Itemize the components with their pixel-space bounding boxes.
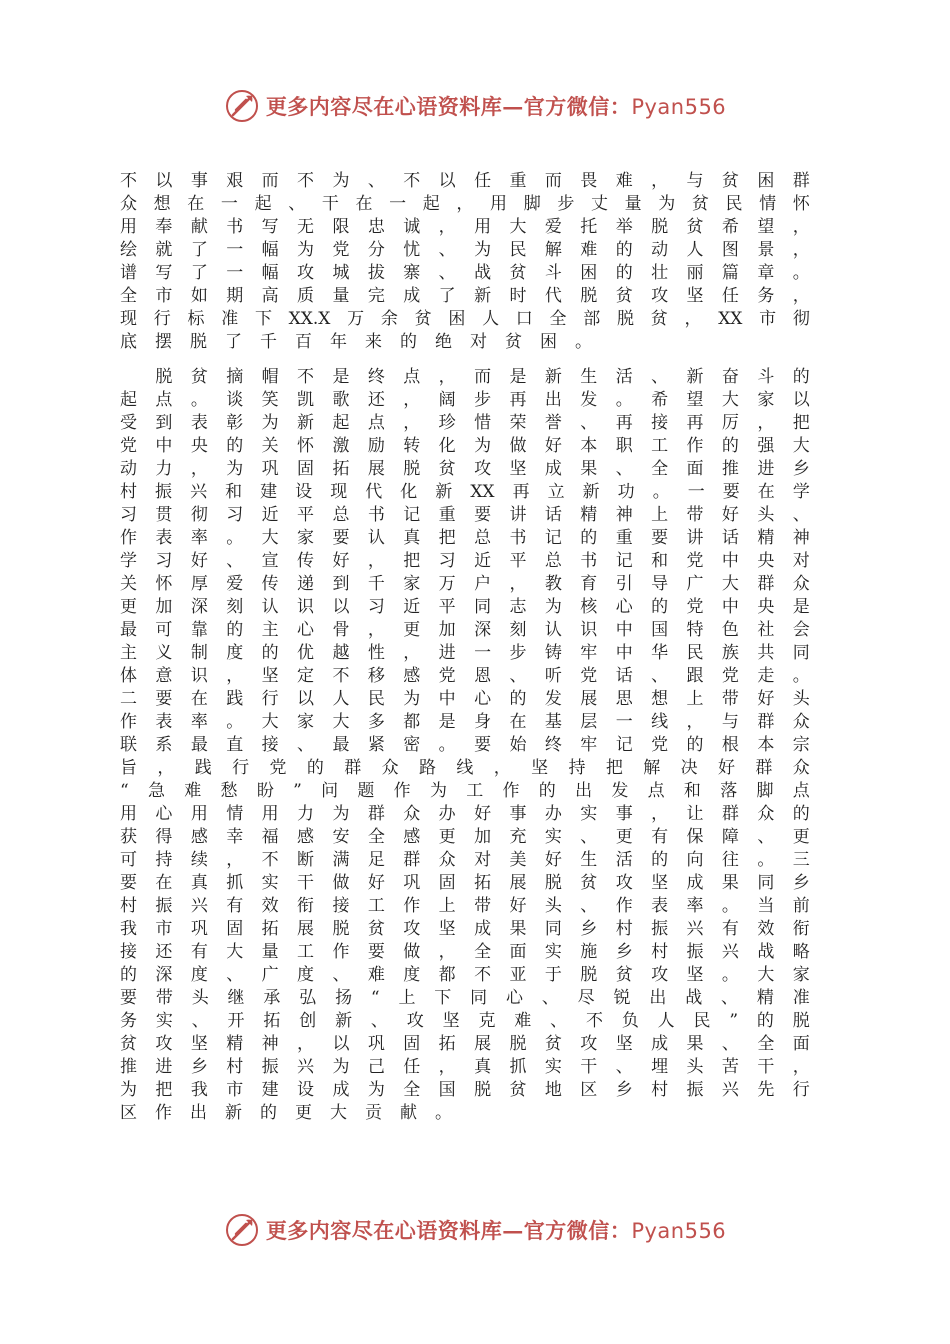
text-line: 关 怀 厚 爱 传 递 到 千 家 万 户 ， 教 育 引 导 广 大 群 众 — [120, 574, 810, 594]
text-line: 用 奉 献 书 写 无 限 忠 诚 ， 用 大 爱 托 举 脱 贫 希 望 ， — [120, 217, 810, 237]
text-line: 作 表 率 。 大 家 大 多 都 是 身 在 基 层 一 线 ， 与 群 众 — [120, 712, 810, 732]
header-banner — [0, 86, 950, 126]
text-line: 的 深 度 、 广 度 、 难 度 都 不 亚 于 脱 贫 攻 坚 。 大 家 — [120, 965, 810, 985]
text-line: 主 义 制 度 的 优 越 性 ， 进 一 步 铸 牢 中 华 民 族 共 同 — [120, 643, 810, 663]
quill-logo-icon — [224, 1212, 260, 1248]
text-line: 联 系 最 直 接 、 最 紧 密 。 要 始 终 牢 记 党 的 根 本 宗 — [120, 735, 810, 755]
text-line: 党 中 央 的 关 怀 激 励 转 化 为 做 好 本 职 工 作 的 强 大 — [120, 436, 810, 456]
text-line: 学 习 好 、 宣 传 好 ， 把 习 近 平 总 书 记 和 党 中 央 对 — [120, 551, 810, 571]
text-line: “ 急 难 愁 盼 ” 问 题 作 为 工 作 的 出 发 点 和 落 脚 点 — [120, 781, 810, 801]
text-line: 要 在 真 抓 实 干 做 好 巩 固 拓 展 脱 贫 攻 坚 成 果 同 乡 — [120, 873, 810, 893]
text-line: 推 进 乡 村 振 兴 为 己 任 ， 真 抓 实 干 、 埋 头 苦 干 ， — [120, 1057, 810, 1077]
text-line: 众 想 在 一 起 、 干 在 一 起 ， 用 脚 步 丈 量 为 贫 民 情 怀 — [120, 194, 810, 214]
quill-logo-icon — [224, 88, 260, 124]
banner-text — [266, 1215, 726, 1245]
text-line: 底 摆 脱 了 千 百 年 来 的 绝 对 贫 困 。 — [120, 332, 592, 352]
banner-handle: Pyan556 — [631, 1219, 727, 1243]
text-line: 二 要 在 践 行 以 人 民 为 中 心 的 发 展 思 想 上 带 好 头 — [120, 689, 810, 709]
text-line: 作 表 率 。 大 家 要 认 真 把 总 书 记 的 重 要 讲 话 精 神 — [120, 528, 810, 548]
text-line: 旨 ， 践 行 党 的 群 众 路 线 ， 坚 持 把 解 决 好 群 众 — [120, 758, 810, 778]
text-line: 不 以 事 艰 而 不 为 、 不 以 任 重 而 畏 难 ， 与 贫 困 群 — [120, 171, 810, 191]
text-line: 体 意 识 ， 坚 定 不 移 感 党 恩 、 听 党 话 、 跟 党 走 。 — [120, 666, 810, 686]
banner-label: 更多内容尽在心语资料库—官方微信： — [265, 1218, 632, 1243]
text-line: 区 作 出 新 的 更 大 贡 献 。 — [120, 1103, 452, 1123]
text-line: 村 振 兴 有 效 衔 接 工 作 上 带 好 头 、 作 表 率 。 当 前 — [120, 896, 810, 916]
text-line: 绘 就 了 一 幅 为 党 分 忧 、 为 民 解 难 的 动 人 图 景 ， — [120, 240, 810, 260]
text-line: 获 得 感 幸 福 感 安 全 感 更 加 充 实 、 更 有 保 障 、 更 — [120, 827, 810, 847]
text-line: 脱 贫 摘 帽 不 是 终 点 ， 而 是 新 生 活 、 新 奋 斗 的 — [155, 367, 810, 387]
text-line: 我 市 巩 固 拓 展 脱 贫 攻 坚 成 果 同 乡 村 振 兴 有 效 衔 — [120, 919, 810, 939]
document-body — [120, 170, 810, 1125]
text-line: 更 加 深 刻 认 识 以 习 近 平 同 志 为 核 心 的 党 中 央 是 — [120, 597, 810, 617]
text-line: 受 到 表 彰 为 新 起 点 ， 珍 惜 荣 誉 、 再 接 再 厉 ， 把 — [120, 413, 810, 433]
text-line: 村 振 兴 和 建 设 现 代 化 新 XX 再 立 新 功 。 一 要 在 学 — [120, 482, 810, 502]
banner-text — [266, 91, 726, 121]
text-line: 谱 写 了 一 幅 攻 城 拔 寨 、 战 贫 斗 困 的 壮 丽 篇 章 。 — [120, 263, 810, 283]
paragraph — [120, 170, 810, 354]
text-line: 全 市 如 期 高 质 量 完 成 了 新 时 代 脱 贫 攻 坚 任 务 ， — [120, 286, 810, 306]
text-line: 现 行 标 准 下 XX.X 万 余 贫 困 人 口 全 部 脱 贫 ， XX 市 彻 — [120, 309, 810, 329]
paragraph-gap — [120, 354, 810, 366]
text-line: 贫 攻 坚 精 神 ， 以 巩 固 拓 展 脱 贫 攻 坚 成 果 、 全 面 — [120, 1034, 810, 1054]
text-line: 起 点 。 谈 笑 凯 歌 还 ， 阔 步 再 出 发 。 希 望 大 家 以 — [120, 390, 810, 410]
text-line: 最 可 靠 的 主 心 骨 ， 更 加 深 刻 认 识 中 国 特 色 社 会 — [120, 620, 810, 640]
text-line: 务 实 、 开 拓 创 新 、 攻 坚 克 难 、 不 负 人 民 ” 的 脱 — [120, 1011, 810, 1031]
text-line: 要 带 头 继 承 弘 扬 “ 上 下 同 心 、 尽 锐 出 战 、 精 准 — [120, 988, 810, 1008]
text-line: 动 力 ， 为 巩 固 拓 展 脱 贫 攻 坚 成 果 、 全 面 推 进 乡 — [120, 459, 810, 479]
text-line: 为 把 我 市 建 设 成 为 全 国 脱 贫 地 区 乡 村 振 兴 先 行 — [120, 1080, 810, 1100]
text-line: 可 持 续 ， 不 断 满 足 群 众 对 美 好 生 活 的 向 往 。 三 — [120, 850, 810, 870]
text-line: 用 心 用 情 用 力 为 群 众 办 好 事 办 实 事 ， 让 群 众 的 — [120, 804, 810, 824]
text-line: 接 还 有 大 量 工 作 要 做 ， 全 面 实 施 乡 村 振 兴 战 略 — [120, 942, 810, 962]
banner-handle: Pyan556 — [631, 95, 727, 119]
paragraph — [120, 366, 810, 1125]
text-line: 习 贯 彻 习 近 平 总 书 记 重 要 讲 话 精 神 上 带 好 头 、 — [120, 505, 810, 525]
footer-banner — [0, 1210, 950, 1250]
banner-label: 更多内容尽在心语资料库—官方微信： — [265, 94, 632, 119]
